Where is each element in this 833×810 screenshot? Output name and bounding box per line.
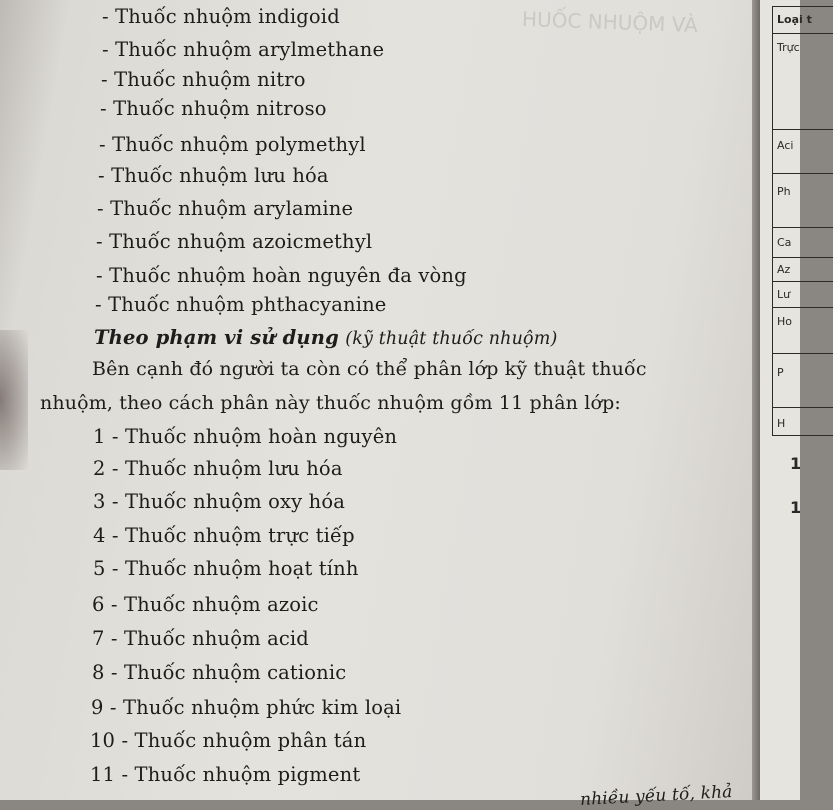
table-row-divider: [773, 33, 833, 34]
table-cell: Ph: [777, 185, 791, 198]
table-cell: Ca: [777, 236, 792, 249]
numbered-list-item: 6 - Thuốc nhuộm azoic: [92, 593, 319, 616]
table-row-divider: [773, 407, 833, 408]
table-cell: P: [777, 366, 784, 379]
numbered-list-item: 10 - Thuốc nhuộm phân tán: [90, 729, 367, 752]
numbered-list-item: 4 - Thuốc nhuộm trực tiếp: [93, 524, 355, 547]
paragraph-line: nhuộm, theo cách phân này thuốc nhuộm gồm 11 phân lớp:: [40, 392, 621, 414]
table-cell: Aci: [777, 139, 794, 152]
cut-off-text-line: nhiều yếu tố, khả: [579, 782, 733, 810]
numbered-list-item: 1 - Thuốc nhuộm hoàn nguyên: [93, 425, 398, 448]
type-list-item: - Thuốc nhuộm arylamine: [97, 197, 354, 220]
numbered-list-item: 5 - Thuốc nhuộm hoạt tính: [93, 557, 359, 580]
numbered-list-item: 2 - Thuốc nhuộm lưu hóa: [93, 457, 343, 480]
table-cell: Ho: [777, 315, 793, 328]
table-cell: Loại t: [777, 13, 812, 26]
right-page-table: [772, 6, 833, 436]
numbered-list-item: 3 - Thuốc nhuộm oxy hóa: [93, 490, 345, 513]
type-list-item: - Thuốc nhuộm nitro: [101, 68, 306, 91]
section-heading: Theo phạm vi sử dụng: [94, 326, 339, 349]
table-row-divider: [773, 281, 833, 282]
type-list-item: - Thuốc nhuộm nitroso: [100, 97, 327, 120]
section-heading-line: [94, 326, 557, 349]
table-row-divider: [773, 227, 833, 228]
type-list-item: - Thuốc nhuộm indigoid: [102, 5, 340, 28]
type-list-item: - Thuốc nhuộm lưu hóa: [98, 164, 329, 187]
table-cell: Az: [777, 263, 791, 276]
table-row-divider: [773, 353, 833, 354]
bleed-through-heading: HUỐC NHUỘM VÀ: [521, 6, 699, 38]
table-row-divider: [773, 307, 833, 308]
numbered-list-item: 11 - Thuốc nhuộm pigment: [90, 763, 361, 786]
numbered-list-item: 8 - Thuốc nhuộm cationic: [92, 661, 347, 684]
section-subheading: (kỹ thuật thuốc nhuộm): [345, 329, 558, 349]
table-cell: Lư: [777, 288, 791, 301]
table-row-divider: [773, 257, 833, 258]
type-list-item: - Thuốc nhuộm phthacyanine: [95, 293, 387, 316]
table-cell: Trực: [777, 41, 800, 54]
table-row-divider: [773, 129, 833, 130]
book-gutter: [752, 0, 760, 800]
table-row-divider: [773, 173, 833, 174]
table-cell: H: [777, 417, 786, 430]
paragraph-line: Bên cạnh đó người ta còn có thể phân lớp kỹ thuật thuốc: [92, 358, 647, 380]
right-page-number: 1: [790, 454, 802, 473]
type-list-item: - Thuốc nhuộm azoicmethyl: [96, 230, 373, 253]
right-page-number: 1: [790, 498, 802, 517]
type-list-item: - Thuốc nhuộm polymethyl: [99, 133, 366, 156]
numbered-list-item: 7 - Thuốc nhuộm acid: [92, 627, 309, 650]
type-list-item: - Thuốc nhuộm arylmethane: [102, 38, 385, 61]
type-list-item: - Thuốc nhuộm hoàn nguyên đa vòng: [96, 264, 467, 287]
right-book-page: [760, 0, 812, 800]
finger-shadow: [0, 330, 28, 470]
numbered-list-item: 9 - Thuốc nhuộm phức kim loại: [91, 696, 402, 719]
